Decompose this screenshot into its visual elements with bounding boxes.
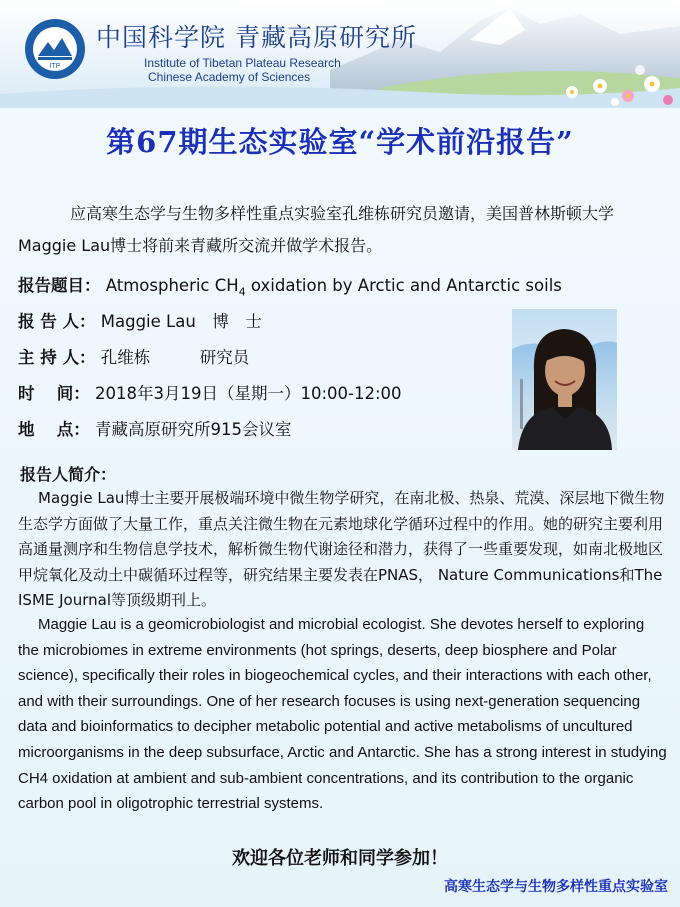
speaker-photo — [512, 309, 617, 450]
academy-name-en: Chinese Academy of Sciences — [148, 70, 311, 84]
host-row — [18, 344, 249, 368]
time-label: 时 间： — [18, 384, 90, 403]
topic-row — [18, 272, 562, 298]
time-value: 2018年3月19日（星期一）10:00-12:00 — [95, 384, 402, 403]
place-row — [18, 416, 292, 440]
place-value: 青藏高原研究所915会议室 — [95, 420, 292, 439]
topic-value — [105, 276, 562, 299]
mountain-scenery — [0, 0, 680, 108]
topic-label: 报告题目： — [18, 276, 101, 295]
header-banner — [0, 0, 680, 108]
organizer-lab: 高寒生态学与生物多样性重点实验室 — [444, 879, 668, 895]
cas-logo — [24, 18, 86, 80]
place-label: 地 点： — [18, 420, 90, 439]
time-row — [18, 380, 402, 404]
welcome-message: 欢迎各位老师和同学参加！ — [232, 848, 448, 869]
bio-paragraph-cn: Maggie Lau博士主要开展极端环境中微生物学研究，在南北极、热泉、荒漠、深层地下微生物生态学方面做了大量工作，重点关注微生物在元素地球化学循环过程中的作用。她的研究主要利用高通量测序和生物信息学技术，解析微生物代谢途径和潜力，获得了一些重要发现，如南北极地区甲烷氧化及动土中碳循环过程等，研究结果主要发表在PNAS， Nature Communications和The ISME Journal等顶级期刊上。 — [18, 489, 665, 610]
institute-name-cn: 中国科学院 青藏高原研究所 — [96, 23, 417, 52]
poster-title: 第67期生态实验室“学术前沿报告” — [106, 125, 574, 159]
host-label: 主 持 人： — [18, 348, 96, 367]
bio-heading: 报告人简介： — [20, 465, 117, 484]
bio-paragraph-en: Maggie Lau is a geomicrobiologist and microbial ecologist. She devotes herself to exploring the microbiomes in extreme environments (hot springs, deserts, deep biosphere and Polar science), specifically their roles in biogeochemical cycles, and their interactions with each other, and with their surroundings. One of her research focuses is using next-generation sequencing data and bioinformatics to decipher metabolic potential and active metabolisms of uncultured microorganisms in the deep subsurface, Arctic and Antarctic. She has a strong interest in studying CH4 oxidation at ambient and sub-ambient concentrations, and its contribution to the organic carbon pool in oligotrophic terrestrial systems. — [18, 616, 667, 813]
speaker-value: Maggie Lau 博 士 — [100, 312, 262, 331]
topic-text-pre: Atmospheric CH — [105, 276, 239, 295]
host-value: 孔维栋 研究员 — [100, 348, 250, 367]
speaker-row — [18, 308, 262, 332]
topic-subscript: 4 — [238, 285, 246, 299]
intro-paragraph: 应高寒生态学与生物多样性重点实验室孔维栋研究员邀请，美国普林斯顿大学Maggie Lau博士将前来青藏所交流并做学术报告。 — [18, 204, 615, 255]
institute-name-en: Institute of Tibetan Plateau Research — [144, 56, 341, 70]
speaker-label: 报 告 人： — [18, 312, 96, 331]
logo-text: ITP — [49, 63, 61, 70]
topic-text-post: oxidation by Arctic and Antarctic soils — [245, 276, 562, 295]
speaker-portrait-image — [512, 309, 617, 450]
